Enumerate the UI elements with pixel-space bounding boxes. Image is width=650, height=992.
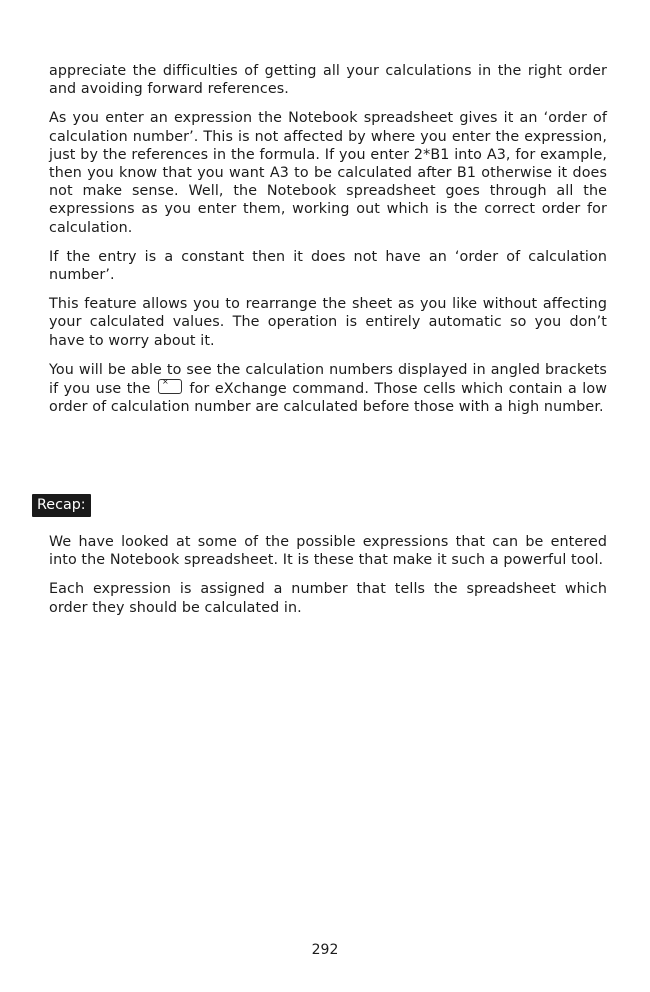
xchange-key-glyph: ×: [161, 377, 169, 387]
xchange-text-after: for eXchange command. Those cells which contain a low order of calculation number are calculated before those with a high number.: [49, 381, 607, 416]
body-text: [49, 62, 607, 427]
paragraph-constant: If the entry is a constant then it does not have an ‘order of calculation number’.: [49, 248, 607, 284]
xchange-text-before: You will be able to see the calculation numbers displayed in angled brackets if you use the: [49, 361, 607, 398]
recap-paragraph-expressions: We have looked at some of the possible expressions that can be entered into the Notebook spreadsheet. It is these that make it such a powerful tool.: [49, 534, 607, 569]
recap-section: [49, 533, 607, 628]
paragraph-intro: appreciate the difficulties of getting all your calculations in the right order and avoiding forward references.: [49, 63, 607, 98]
paragraph-feature: This feature allows you to rearrange the sheet as you like without affecting your calculated values. The operation is entirely automatic so you don’t have to worry about it.: [49, 296, 607, 349]
page-number: 292: [311, 942, 339, 958]
paragraph-order-of-calculation: As you enter an expression the Notebook spreadsheet gives it an ‘order of calculation number’. This is not affected by where you enter the expression, just by the references in the formula. If you enter 2*B1 into A3, for example, then you know that you want A3 to be calculated after B1 otherwise it does not make sense. Well, the Notebook spreadsheet goes through all the expressions as you enter them, working out which is the correct order for calculation.: [49, 110, 607, 236]
paragraph-xchange: [49, 361, 607, 417]
recap-label: Recap:: [32, 494, 91, 517]
xchange-key-icon: [158, 379, 182, 394]
recap-paragraph-numbering: Each expression is assigned a number that tells the spreadsheet which order they should be calculated in.: [49, 581, 607, 616]
